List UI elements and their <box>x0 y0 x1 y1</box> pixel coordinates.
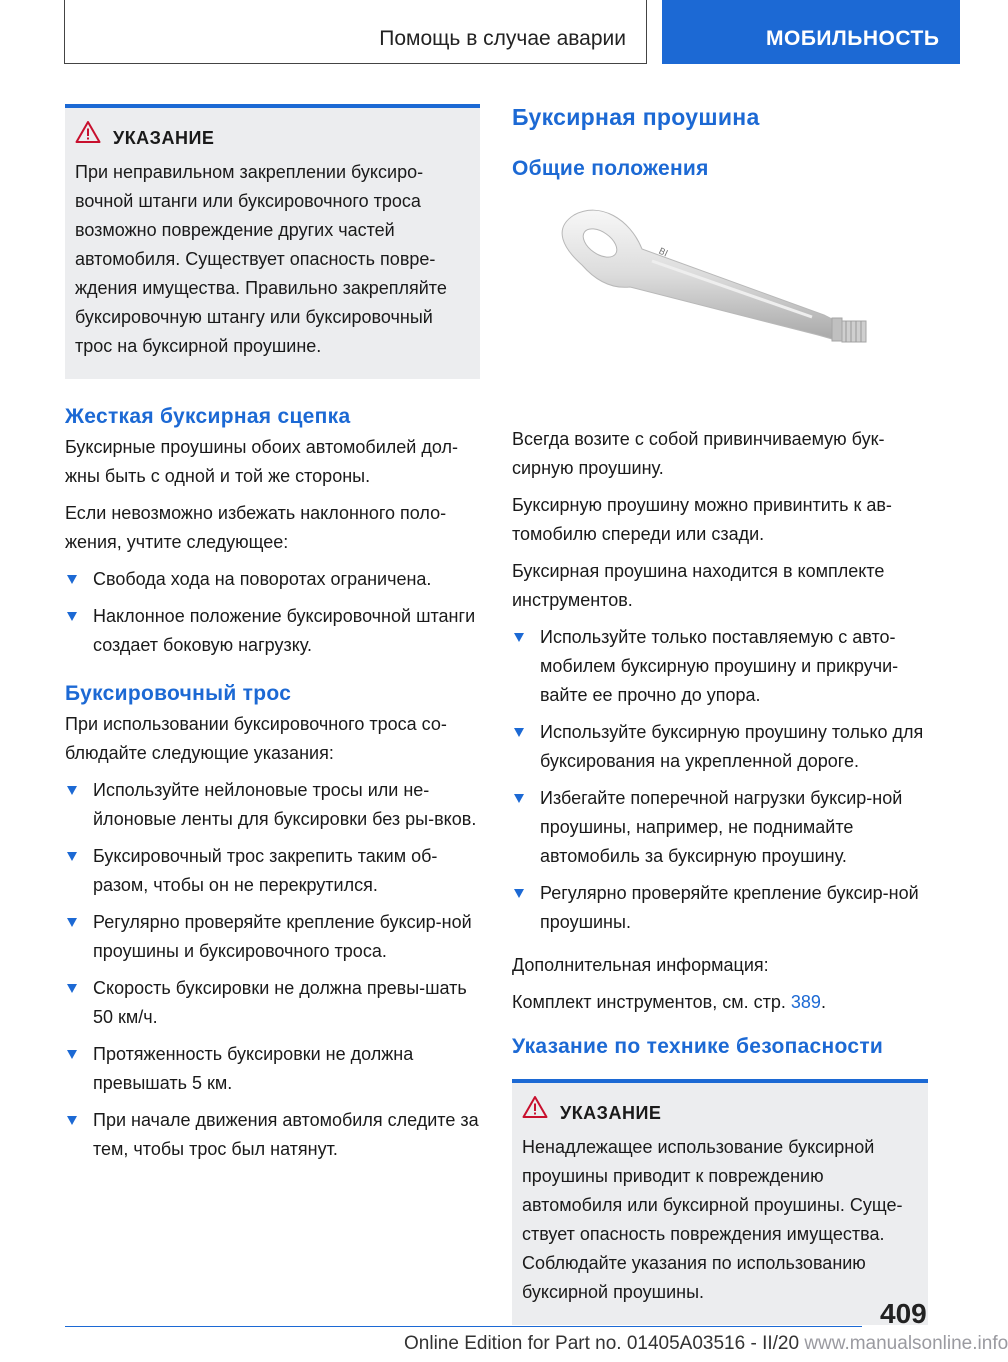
warning-title <box>113 128 468 149</box>
list-item: Используйте только поставляемую с авто-мобилем буксирную проушину и прикручи-вайте ее прочно до упора. <box>512 623 928 710</box>
more-info-label: Дополнительная информация: <box>512 955 769 975</box>
bullet-triangle-icon <box>67 575 77 584</box>
general-subheading: Общие положения <box>512 157 709 180</box>
page-reference-link[interactable]: 389 <box>790 992 821 1012</box>
rigid-coupling-heading: Жесткая буксирная сцепка <box>65 405 351 428</box>
section-title: Помощь в случае аварии <box>379 27 626 50</box>
edition-text: Online Edition for Part no. 01405A03516 - II/20 <box>404 1333 800 1354</box>
page-number: 409 <box>880 1298 927 1329</box>
bullet-triangle-icon <box>514 728 524 737</box>
watermark: www.manualsonline.info <box>804 1333 1008 1354</box>
bullet-triangle-icon <box>67 984 77 993</box>
paragraph: Буксирную проушину можно привинтить к ав-томобилю спереди или сзади. <box>512 495 892 544</box>
chapter-tab <box>662 0 960 64</box>
warning-title <box>560 1103 916 1124</box>
list-item: Протяженность буксировки не должна превышать 5 км. <box>65 1040 480 1098</box>
bullet-triangle-icon <box>67 1050 77 1059</box>
chapter-title: МОБИЛЬНОСТЬ <box>766 27 940 50</box>
safety-heading: Указание по технике безопасности <box>512 1035 884 1058</box>
cross-reference: Комплект инструментов, см. стр. 389. <box>512 992 826 1012</box>
list-item: Регулярно проверяйте крепление буксир-ной проушины и буксировочного троса. <box>65 908 480 966</box>
paragraph: Всегда возите с собой привинчиваемую бук-сирную проушину. <box>512 429 885 478</box>
footer-edition <box>404 1333 1008 1355</box>
list-item: Буксировочный трос закрепить таким об-разом, чтобы он не перекрутился. <box>65 842 480 900</box>
list-item: Наклонное положение буксировочной штанги создает боковую нагрузку. <box>65 602 480 660</box>
tow-eye-image <box>512 191 928 417</box>
header-section-box <box>64 0 647 64</box>
list-item: При начале движения автомобиля следите за тем, чтобы трос был натянут. <box>65 1106 480 1164</box>
list-item: Избегайте поперечной нагрузки буксир-ной проушины, например, не поднимайте автомобиль за буксирную проушину. <box>512 784 928 871</box>
tow-eye-heading: Буксирная проушина <box>512 104 760 130</box>
warning-box <box>512 1079 928 1325</box>
warning-triangle-icon <box>522 1095 548 1119</box>
warning-title-text: УКАЗАНИЕ <box>113 128 215 148</box>
warning-box <box>65 104 480 379</box>
bullet-triangle-icon <box>67 786 77 795</box>
list-item: Скорость буксировки не должна превы-шать 50 км/ч. <box>65 974 480 1032</box>
list-item: Регулярно проверяйте крепление буксир-ной проушины. <box>512 879 928 937</box>
paragraph: Буксирные проушины обоих автомобилей дол-жны быть с одной и той же стороны. <box>65 437 458 486</box>
bullet-triangle-icon <box>514 889 524 898</box>
list-item: Свобода хода на поворотах ограничена. <box>65 565 480 594</box>
warning-text: Ненадлежащее использование буксирной проушины приводит к повреждению автомобиля или буксирной проушины. Суще-ствует опасность повреждения имущества. Соблюдайте указания по использованию буксирной проушины. <box>522 1137 903 1302</box>
rigid-bullet-list <box>65 565 480 660</box>
tow-eye-bullet-list <box>512 623 928 937</box>
warning-text: При неправильном закреплении буксиро-вочной штанги или буксировочного троса возможно повреждение других частей автомобиля. Существует опасность повре-ждения имущества. Правильно закрепляйте буксировочную штангу или буксировочный трос на буксирной проушине. <box>75 162 447 356</box>
list-item: Используйте нейлоновые тросы или не-йлоновые ленты для буксировки без ры-вков. <box>65 776 480 834</box>
footer-divider <box>65 1326 862 1327</box>
bullet-triangle-icon <box>514 794 524 803</box>
left-column <box>65 104 480 1164</box>
bullet-triangle-icon <box>67 918 77 927</box>
bullet-triangle-icon <box>67 612 77 621</box>
svg-text:BI: BI <box>656 246 669 260</box>
rope-bullet-list <box>65 776 480 1164</box>
right-column <box>512 104 928 1325</box>
bullet-triangle-icon <box>514 633 524 642</box>
bullet-triangle-icon <box>67 1116 77 1125</box>
paragraph: При использовании буксировочного троса со-блюдайте следующие указания: <box>65 714 447 763</box>
bullet-triangle-icon <box>67 852 77 861</box>
warning-title-text: УКАЗАНИЕ <box>560 1103 662 1123</box>
warning-triangle-icon <box>75 120 101 144</box>
paragraph: Если невозможно избежать наклонного поло-жения, учтите следующее: <box>65 503 447 552</box>
list-item: Используйте буксирную проушину только для буксирования на укрепленной дороге. <box>512 718 928 776</box>
paragraph: Буксирная проушина находится в комплекте инструментов. <box>512 561 885 610</box>
tow-rope-heading: Буксировочный трос <box>65 682 292 705</box>
